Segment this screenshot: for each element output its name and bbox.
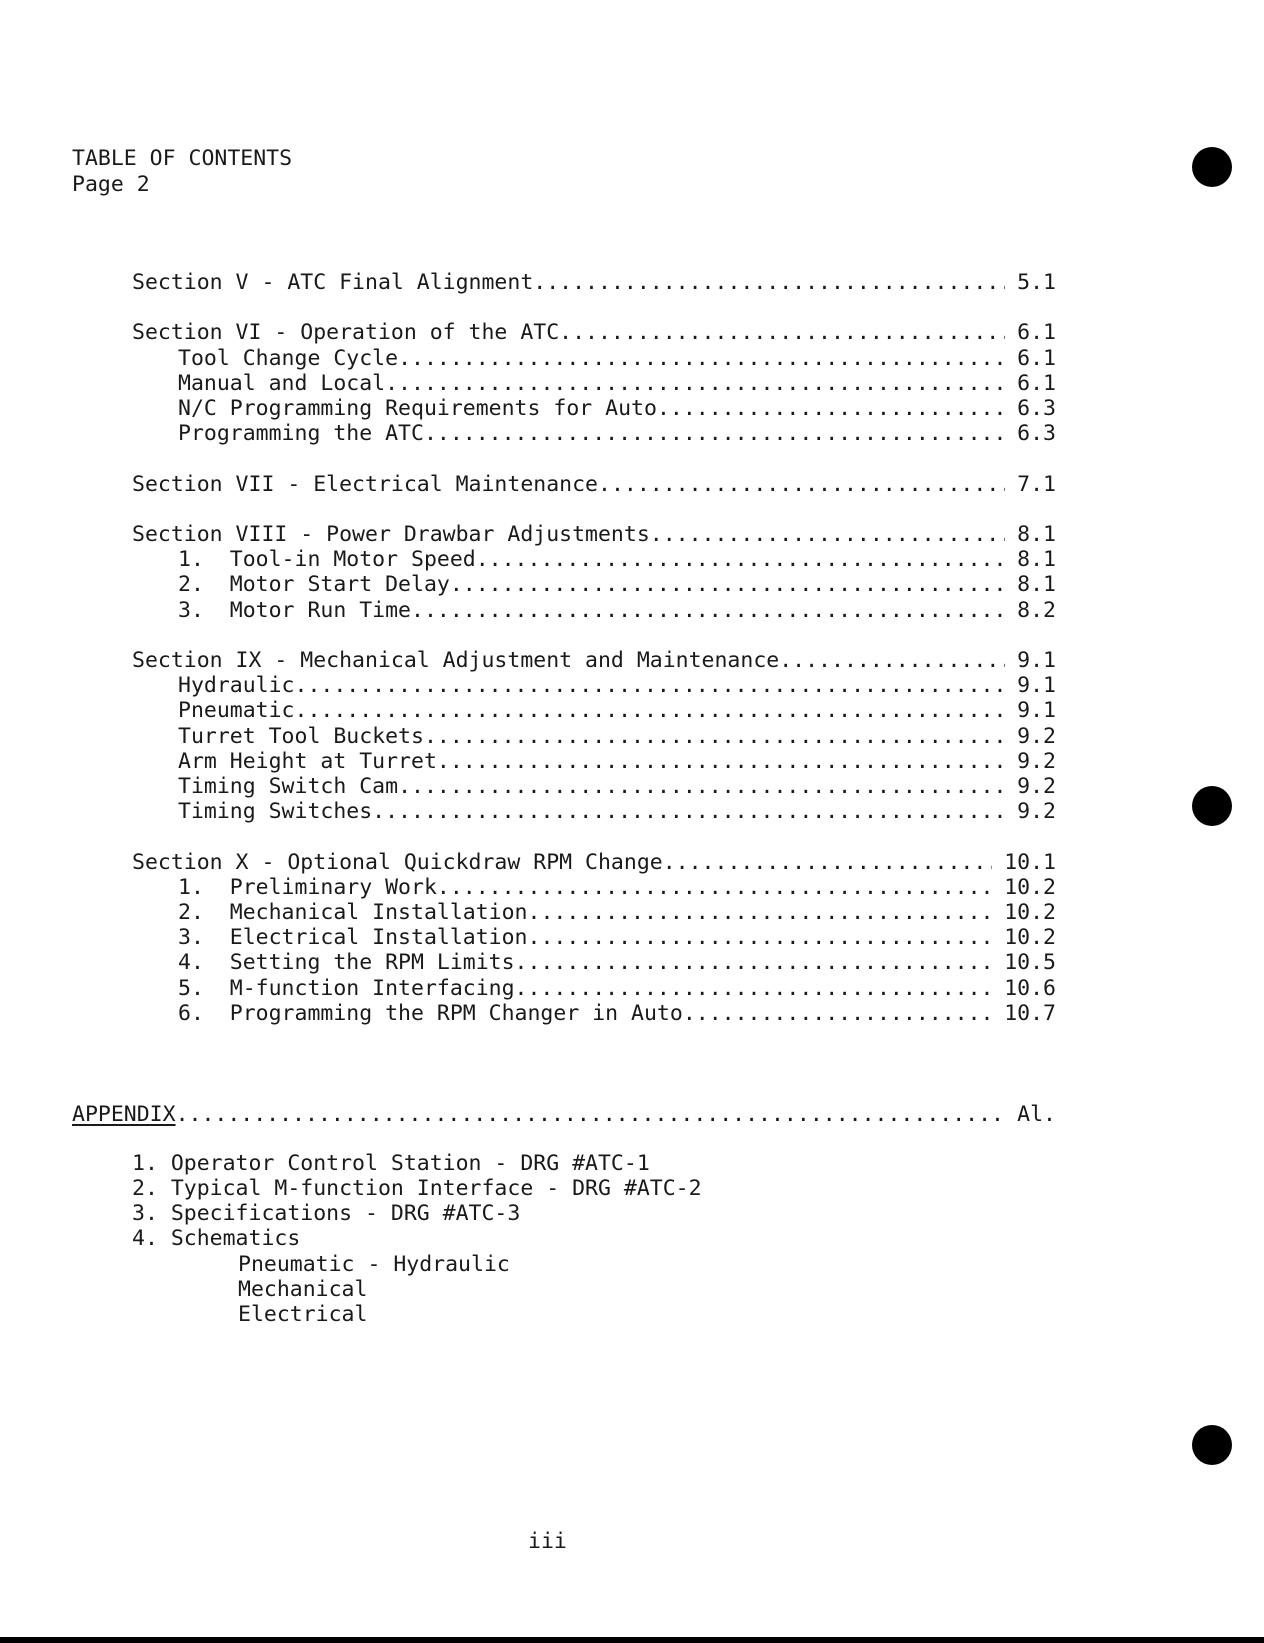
dot-leader <box>657 396 1005 421</box>
toc-item-label: 3. Electrical Installation <box>178 925 528 950</box>
appendix-entry-page: Al. <box>1017 1102 1056 1127</box>
toc-item-page: 8.1 <box>1017 572 1056 597</box>
toc-item-label: 6. Programming the RPM Changer in Auto <box>178 1001 683 1026</box>
toc-item <box>178 572 1056 597</box>
toc-item-label: Timing Switches <box>178 799 373 824</box>
appendix-subitem: Pneumatic - Hydraulic <box>238 1252 510 1277</box>
dot-leader <box>528 900 993 925</box>
toc-title: TABLE OF CONTENTS <box>72 146 293 171</box>
dot-leader <box>779 648 1005 673</box>
dot-leader <box>424 724 1005 749</box>
toc-item-label: 3. Motor Run Time <box>178 598 411 623</box>
toc-section-label: Section VII - Electrical Maintenance <box>132 472 598 497</box>
toc-page-label: Page 2 <box>72 172 150 197</box>
toc-section-page: 5.1 <box>1017 270 1056 295</box>
scan-edge <box>0 1637 1264 1643</box>
toc-item-page: 10.2 <box>1004 925 1056 950</box>
appendix-entry <box>72 1102 1056 1127</box>
toc-item-page: 10.2 <box>1004 875 1056 900</box>
appendix-subitem: Mechanical <box>238 1277 368 1302</box>
toc-section <box>132 472 1056 497</box>
dot-leader <box>533 270 1005 295</box>
dot-leader <box>372 799 1005 824</box>
dot-leader <box>385 371 1005 396</box>
dot-leader <box>598 472 1005 497</box>
toc-item <box>178 900 1056 925</box>
toc-section-label: Section V - ATC Final Alignment <box>132 270 534 295</box>
toc-item-page: 6.1 <box>1017 371 1056 396</box>
toc-section-label: Section VIII - Power Drawbar Adjustments <box>132 522 650 547</box>
toc-item-label: 2. Motor Start Delay <box>178 572 450 597</box>
toc-section <box>132 270 1056 295</box>
toc-item-page: 9.1 <box>1017 673 1056 698</box>
toc-section-label: Section VI - Operation of the ATC <box>132 320 560 345</box>
appendix-item: 4. Schematics <box>132 1226 301 1251</box>
toc-section-page: 10.1 <box>1004 850 1056 875</box>
toc-item <box>178 749 1056 774</box>
toc-item <box>178 976 1056 1001</box>
toc-section <box>132 522 1056 547</box>
toc-item-page: 9.1 <box>1017 698 1056 723</box>
page-number: iii <box>528 1529 567 1554</box>
dot-leader <box>683 1001 992 1026</box>
toc-item-page: 10.7 <box>1004 1001 1056 1026</box>
dot-leader <box>650 522 1005 547</box>
toc-item-page: 10.5 <box>1004 950 1056 975</box>
toc-item <box>178 598 1056 623</box>
toc-item <box>178 371 1056 396</box>
toc-item <box>178 724 1056 749</box>
toc-item-page: 6.3 <box>1017 396 1056 421</box>
toc-item-label: Hydraulic <box>178 673 295 698</box>
toc-item-page: 8.1 <box>1017 547 1056 572</box>
toc-item-page: 6.1 <box>1017 346 1056 371</box>
toc-item-label: Timing Switch Cam <box>178 774 399 799</box>
toc-section-page: 9.1 <box>1017 648 1056 673</box>
dot-leader <box>515 950 993 975</box>
toc-item-label: 4. Setting the RPM Limits <box>178 950 515 975</box>
dot-leader <box>663 850 993 875</box>
dot-leader <box>398 346 1005 371</box>
toc-item <box>178 673 1056 698</box>
toc-item <box>178 698 1056 723</box>
toc-item-label: Manual and Local <box>178 371 386 396</box>
dot-leader <box>295 673 1006 698</box>
toc-item <box>178 774 1056 799</box>
toc-item-page: 8.2 <box>1017 598 1056 623</box>
toc-item-page: 9.2 <box>1017 799 1056 824</box>
toc-section-page: 7.1 <box>1017 472 1056 497</box>
toc-item <box>178 346 1056 371</box>
punch-hole-middle <box>1192 786 1232 826</box>
page-header <box>72 146 292 198</box>
toc-section-page: 6.1 <box>1017 320 1056 345</box>
dot-leader <box>515 976 993 1001</box>
dot-leader <box>398 774 1005 799</box>
toc-section-label: Section X - Optional Quickdraw RPM Change <box>132 850 663 875</box>
dot-leader <box>437 749 1005 774</box>
appendix-entry-label: APPENDIX <box>72 1102 176 1127</box>
toc-item <box>178 950 1056 975</box>
dot-leader <box>476 547 1005 572</box>
toc-item-label: Programming the ATC <box>178 421 424 446</box>
dot-leader <box>528 925 993 950</box>
punch-hole-bottom <box>1192 1425 1232 1465</box>
appendix-item: 1. Operator Control Station - DRG #ATC-1 <box>132 1151 650 1176</box>
toc-item-label: Turret Tool Buckets <box>178 724 424 749</box>
toc-section-label: Section IX - Mechanical Adjustment and Maintenance <box>132 648 780 673</box>
toc-section <box>132 648 1056 673</box>
toc-item-page: 6.3 <box>1017 421 1056 446</box>
dot-leader <box>450 572 1005 597</box>
toc-item <box>178 875 1056 900</box>
toc-item <box>178 925 1056 950</box>
toc-item-label: 1. Tool-in Motor Speed <box>178 547 476 572</box>
toc-item-page: 10.2 <box>1004 900 1056 925</box>
toc-item-page: 9.2 <box>1017 749 1056 774</box>
toc-item-page: 9.2 <box>1017 774 1056 799</box>
toc-section-page: 8.1 <box>1017 522 1056 547</box>
toc-item <box>178 547 1056 572</box>
appendix-subitem: Electrical <box>238 1302 368 1327</box>
toc-item-label: Arm Height at Turret <box>178 749 437 774</box>
dot-leader <box>295 698 1006 723</box>
toc-item <box>178 421 1056 446</box>
toc-item-label: Tool Change Cycle <box>178 346 399 371</box>
toc-item-label: Pneumatic <box>178 698 295 723</box>
toc-item <box>178 799 1056 824</box>
dot-leader <box>437 875 992 900</box>
toc-section <box>132 850 1056 875</box>
toc-item <box>178 1001 1056 1026</box>
toc-item-label: N/C Programming Requirements for Auto <box>178 396 657 421</box>
toc-item-label: 5. M-function Interfacing <box>178 976 515 1001</box>
dot-leader <box>411 598 1005 623</box>
toc-item-page: 10.6 <box>1004 976 1056 1001</box>
toc-item-page: 9.2 <box>1017 724 1056 749</box>
appendix-item: 2. Typical M-function Interface - DRG #ATC-2 <box>132 1176 702 1201</box>
toc-section <box>132 320 1056 345</box>
toc-item-label: 1. Preliminary Work <box>178 875 437 900</box>
punch-hole-top <box>1192 147 1232 187</box>
dot-leader <box>424 421 1005 446</box>
dot-leader <box>559 320 1005 345</box>
dot-leader <box>176 1102 1006 1127</box>
toc-item <box>178 396 1056 421</box>
appendix-item: 3. Specifications - DRG #ATC-3 <box>132 1201 521 1226</box>
toc-item-label: 2. Mechanical Installation <box>178 900 528 925</box>
